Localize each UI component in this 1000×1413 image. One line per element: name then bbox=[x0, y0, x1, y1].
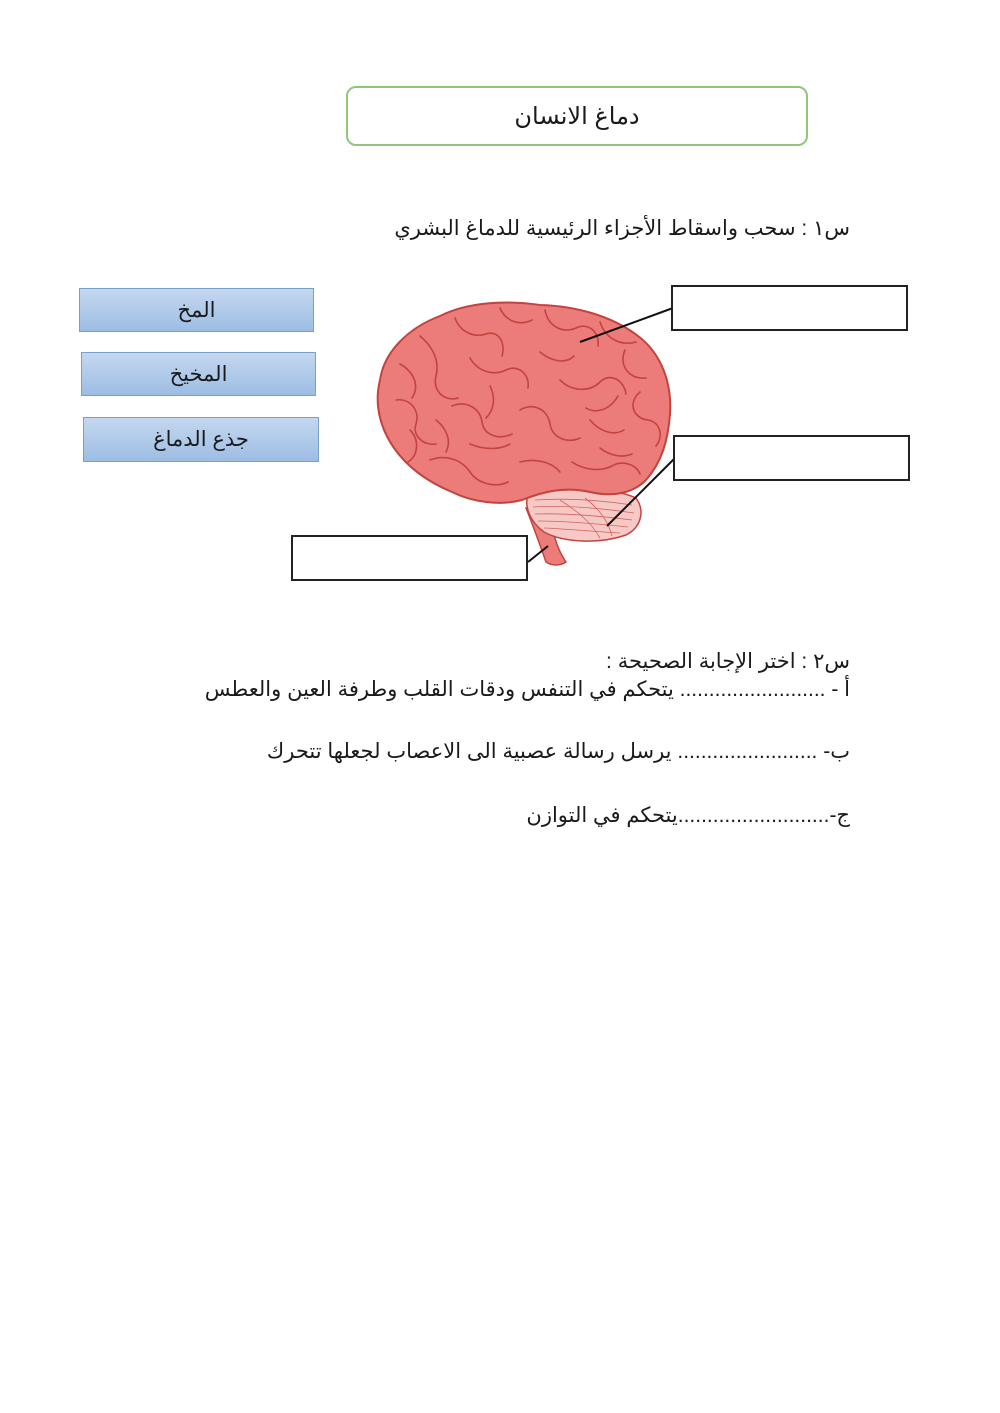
drop-target-cerebellum[interactable] bbox=[673, 435, 910, 481]
drop-target-brainstem[interactable] bbox=[291, 535, 528, 581]
question-1-text: س١ : سحب واسقاط الأجزاء الرئيسية للدماغ البشري bbox=[394, 217, 850, 240]
question-2-block bbox=[150, 648, 850, 830]
question-2-item-c[interactable]: ج-..........................يتحكم في التوازن bbox=[526, 804, 850, 827]
page-title bbox=[346, 86, 808, 146]
question-2-item-a[interactable]: أ - ......................... يتحكم في التنفس ودقات القلب وطرفة العين والعطس bbox=[204, 678, 850, 701]
question-2-heading: س٢ : اختر الإجابة الصحيحة : bbox=[606, 650, 850, 673]
page-title-text: دماغ الانسان bbox=[514, 102, 640, 130]
word-chip-label: المخيخ bbox=[169, 362, 228, 386]
word-chip-cerebellum[interactable] bbox=[81, 352, 316, 396]
word-chip-label: جذع الدماغ bbox=[153, 428, 249, 451]
question-2-item-b[interactable]: ب- ........................ يرسل رسالة عصبية الى الاعصاب لجعلها تتحرك bbox=[266, 740, 850, 763]
drop-target-cerebrum[interactable] bbox=[671, 285, 908, 331]
word-chip-brainstem[interactable] bbox=[83, 417, 319, 462]
word-chip-cerebrum[interactable] bbox=[79, 288, 314, 332]
word-chip-label: المخ bbox=[177, 298, 216, 322]
